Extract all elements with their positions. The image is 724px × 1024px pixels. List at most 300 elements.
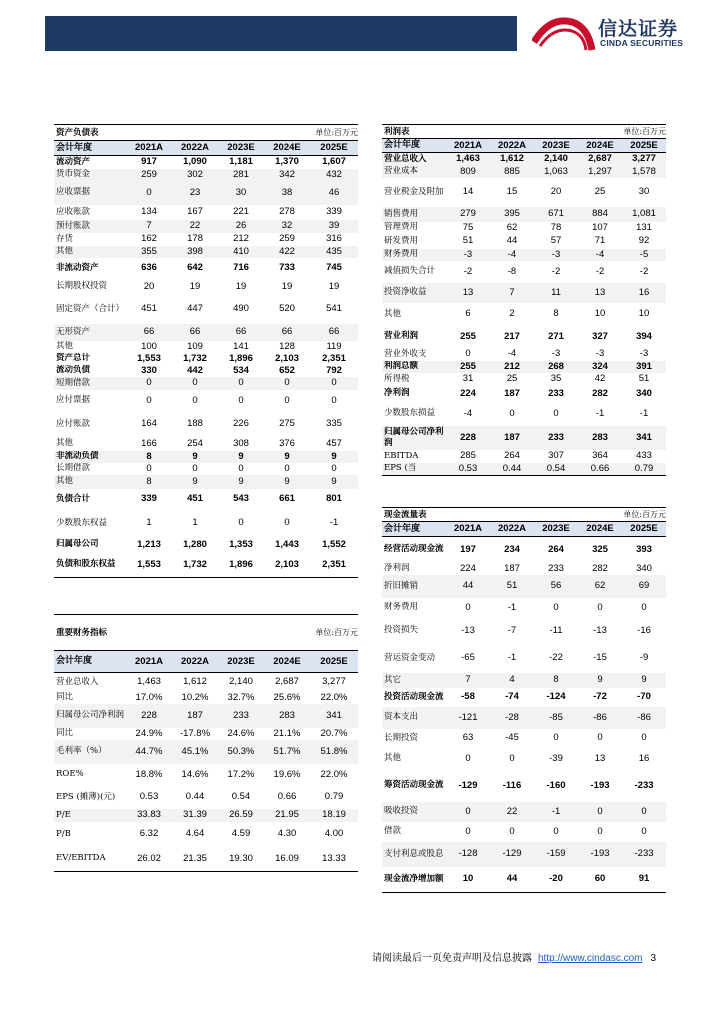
cell-value: 14: [462, 186, 474, 197]
cell-value: 226: [233, 418, 249, 429]
cell-value: 234: [504, 543, 520, 555]
cell-value: 2,103: [275, 352, 299, 364]
cell-value: 66: [264, 324, 310, 341]
cell-value: 0: [331, 462, 337, 474]
cell-value: -8: [507, 265, 517, 277]
row-label: 吸收投资: [382, 802, 446, 822]
row-label: P/B: [56, 828, 71, 839]
table-row: [382, 867, 666, 893]
table-row: [54, 847, 358, 872]
table-row: [54, 246, 358, 258]
cell-value: 13.33: [310, 847, 358, 872]
cell-value: 422: [264, 246, 310, 258]
cell-value: 25.6%: [273, 691, 301, 703]
cell-value: 342: [264, 169, 310, 181]
cell-value: 31: [462, 373, 474, 384]
table-row: [54, 365, 358, 377]
cell-value: 0: [238, 462, 244, 474]
column-header-label: 会计年度: [54, 651, 126, 673]
cell-value: 8: [126, 451, 172, 463]
cell-value: 801: [326, 493, 342, 504]
cell-value: 451: [187, 493, 203, 504]
balance-sheet-table: [54, 124, 358, 578]
table-row: [382, 261, 666, 283]
cell-value: 92: [638, 235, 650, 246]
row-label: 财务费用: [382, 249, 446, 261]
cell-value: 4.64: [185, 828, 205, 839]
cell-value: -159: [534, 842, 578, 867]
table-row: [382, 688, 666, 707]
cell-value: 282: [592, 562, 608, 574]
cell-value: -7: [507, 624, 517, 636]
cell-value: 457: [326, 437, 342, 449]
cell-value: -11: [549, 624, 563, 636]
cell-value: 281: [218, 169, 264, 181]
cell-value: 2,351: [310, 553, 358, 578]
cell-value: -20: [534, 867, 578, 893]
row-label: 非流动资产: [56, 262, 99, 273]
row-label: 财务费用: [384, 602, 419, 612]
cell-value: 917: [141, 156, 157, 168]
table-row: [382, 707, 666, 729]
row-label: 归属母公司: [56, 539, 99, 549]
cell-value: 447: [187, 303, 203, 314]
cell-value: 1: [192, 517, 198, 528]
cell-value: 0: [553, 601, 559, 613]
row-label: 应收票据: [54, 181, 126, 205]
footer: [372, 949, 656, 964]
table-row: [54, 809, 358, 822]
row-label: 流动资产: [56, 156, 91, 167]
cell-value: 0: [553, 825, 559, 837]
cell-value: 0: [641, 825, 647, 837]
cell-value: 16: [622, 283, 666, 303]
cell-value: -4: [507, 348, 517, 359]
logo-chinese-name: 信达证券: [598, 18, 679, 40]
table-row: [382, 537, 666, 563]
column-header-year: 2022A: [490, 522, 534, 537]
cell-value: 9: [172, 475, 218, 489]
cell-value: 671: [534, 207, 578, 222]
row-label: 其他: [56, 438, 74, 448]
cell-value: -2: [551, 265, 561, 277]
cell-value: 91: [622, 867, 666, 893]
cell-value: 0: [446, 802, 490, 822]
cell-value: 18.19: [310, 809, 358, 822]
cell-value: 51.7%: [264, 740, 310, 764]
cell-value: 56: [534, 575, 578, 598]
cell-value: 0: [126, 377, 172, 390]
table-row: [54, 412, 358, 437]
table-row: [54, 463, 358, 475]
table-unit: 单位:百万元: [264, 615, 358, 651]
cell-value: 167: [187, 206, 203, 217]
cell-value: 1,063: [534, 166, 578, 178]
cell-value: 3,277: [622, 153, 666, 166]
cell-value: 131: [636, 221, 652, 233]
cell-value: 259: [279, 233, 295, 244]
cell-value: 435: [310, 246, 358, 258]
row-label: EPS (摊薄)(元): [56, 791, 116, 802]
cell-value: 141: [233, 340, 249, 352]
cell-value: 19: [235, 280, 247, 292]
cell-value: 212: [233, 233, 249, 244]
table-row: [382, 348, 666, 361]
cell-value: -4: [578, 249, 622, 261]
cell-value: 109: [187, 340, 203, 352]
cell-value: 1,213: [137, 538, 161, 550]
row-label: 负债和股东权益: [54, 553, 126, 578]
cell-value: -13: [461, 624, 475, 636]
cell-value: 432: [310, 169, 358, 181]
cell-value: 0.66: [578, 463, 622, 476]
cell-value: -28: [490, 707, 534, 729]
cell-value: 2,103: [264, 553, 310, 578]
cell-value: 8: [126, 475, 172, 489]
cell-value: 50.3%: [218, 740, 264, 764]
cell-value: 212: [490, 361, 534, 373]
cell-value: -121: [446, 707, 490, 729]
footer-url-link[interactable]: http://www.cindasc.com: [538, 953, 643, 964]
cell-value: 10: [446, 867, 490, 893]
cell-value: 46: [310, 181, 358, 205]
cell-value: 14.6%: [181, 768, 209, 780]
cell-value: 228: [126, 704, 172, 728]
cell-value: 233: [548, 562, 564, 574]
row-label: 销售费用: [382, 207, 446, 222]
cell-value: 283: [264, 704, 310, 728]
table-row: [54, 233, 358, 246]
cell-value: 339: [141, 493, 157, 504]
cell-value: 1,280: [183, 538, 207, 550]
cell-value: 0: [509, 752, 515, 764]
row-label: 净利润: [384, 563, 410, 573]
row-label: 应收账款: [56, 206, 91, 217]
cell-value: 4.00: [324, 828, 344, 839]
cell-value: 224: [460, 387, 476, 399]
table-unit: 单位:百万元: [578, 508, 666, 522]
row-label: 长期投资: [384, 732, 419, 743]
cell-value: 66: [172, 324, 218, 341]
cell-value: 1,463: [137, 676, 161, 688]
row-label: 毛利率（%）: [54, 740, 126, 764]
row-label: 营业外收支: [384, 348, 427, 359]
cell-value: 0.54: [231, 791, 251, 802]
cell-value: -193: [590, 779, 610, 791]
table-row: [382, 748, 666, 770]
cell-value: 255: [460, 330, 476, 342]
row-label: 应付账款: [56, 418, 91, 429]
cell-value: 66: [126, 324, 172, 341]
cell-value: 652: [279, 364, 295, 376]
row-label: 经营活动现金流: [384, 544, 444, 555]
cell-value: 1,896: [229, 352, 253, 364]
cell-value: 20.7%: [320, 727, 348, 739]
table-row: [382, 575, 666, 598]
cell-value: -65: [461, 652, 475, 663]
cell-value: 534: [233, 364, 249, 376]
table-row: [54, 489, 358, 510]
cell-value: 62: [506, 221, 518, 233]
table-unit: 单位:百万元: [264, 125, 358, 141]
table-row: [54, 537, 358, 553]
table-header-row: [382, 522, 666, 537]
cell-value: 75: [462, 221, 474, 233]
table-row: [382, 234, 666, 249]
cell-value: -72: [593, 691, 607, 702]
cell-value: 25: [506, 373, 518, 384]
cell-value: -86: [622, 707, 666, 729]
cell-value: 1,612: [490, 153, 534, 166]
cell-value: -129: [490, 842, 534, 867]
footer-disclaimer: 请阅读最后一页免责声明及信息披露: [372, 953, 532, 964]
cell-value: 57: [550, 235, 562, 246]
column-header-year: 2024E: [264, 651, 310, 673]
table-row: [54, 553, 358, 578]
column-header-year: 2021A: [126, 141, 172, 156]
cell-value: 0.44: [490, 463, 534, 476]
cell-value: -45: [505, 732, 519, 743]
cell-value: 1,297: [578, 166, 622, 178]
cell-value: 188: [187, 418, 203, 429]
cell-value: 2,140: [229, 676, 253, 688]
cell-value: -16: [637, 624, 651, 636]
cell-value: -4: [463, 407, 473, 419]
cell-value: -193: [578, 842, 622, 867]
table-row: [54, 341, 358, 353]
column-header-label: 会计年度: [382, 139, 446, 153]
cell-value: -233: [622, 842, 666, 867]
cell-value: 1,732: [172, 553, 218, 578]
table-row: [54, 181, 358, 205]
table-row: [382, 402, 666, 426]
table-unit: 单位:百万元: [578, 125, 666, 139]
cell-value: 13: [578, 283, 622, 303]
cell-value: 9: [218, 451, 264, 463]
cell-value: 221: [233, 206, 249, 217]
row-label: 支付利息或股息: [382, 842, 446, 867]
table-row: [54, 728, 358, 740]
cell-value: 13: [446, 283, 490, 303]
cell-value: 35: [550, 373, 562, 384]
cell-value: 1,553: [137, 352, 161, 364]
table-row: [382, 222, 666, 234]
column-header-year: 2023E: [218, 651, 264, 673]
row-label: 长期借款: [56, 463, 91, 473]
table-header-row: [382, 139, 666, 153]
row-label: 投资活动现金流: [384, 691, 444, 702]
cell-value: 636: [141, 262, 157, 273]
cell-value: 22.0%: [320, 691, 348, 703]
column-header-year: 2022A: [490, 139, 534, 153]
row-label: 其他: [384, 753, 402, 763]
cell-value: 32.7%: [227, 691, 255, 703]
cell-value: 25: [594, 186, 606, 197]
table-row: [382, 802, 666, 822]
row-label: 归属母公司净利润: [54, 704, 126, 728]
cell-value: 271: [548, 330, 564, 342]
cell-value: 355: [126, 246, 172, 258]
row-label: 减值损失合计: [384, 266, 436, 276]
cell-value: 44: [490, 867, 534, 893]
cell-value: 22: [490, 802, 534, 822]
cell-value: 1,370: [275, 156, 299, 168]
table-row: [54, 822, 358, 847]
cell-value: 30: [218, 181, 264, 205]
cell-value: 0.53: [139, 791, 159, 802]
cell-value: 21.1%: [273, 727, 301, 739]
table-row: [382, 842, 666, 867]
column-header-label: 会计年度: [54, 141, 126, 156]
cell-value: 327: [592, 330, 608, 342]
cell-value: 42: [594, 373, 606, 384]
cell-value: -1: [329, 517, 339, 528]
cell-value: 278: [279, 206, 295, 217]
table-row: [382, 326, 666, 348]
cell-value: 451: [141, 303, 157, 314]
column-header-year: 2025E: [622, 139, 666, 153]
row-label: 负债合计: [56, 493, 91, 504]
cell-value: 0: [238, 517, 244, 528]
row-label: 研发费用: [384, 235, 419, 246]
cell-value: 268: [534, 361, 578, 373]
cell-value: 0: [126, 181, 172, 205]
table-row: [54, 353, 358, 365]
cell-value: 543: [233, 493, 249, 504]
row-label: 少数股东损益: [384, 408, 436, 418]
cell-value: 0: [238, 394, 244, 406]
cell-value: 1,552: [322, 538, 346, 550]
cell-value: 0: [578, 802, 622, 822]
cell-value: -124: [546, 691, 566, 702]
cell-value: 1,081: [622, 207, 666, 222]
row-label: 货币资金: [54, 169, 126, 181]
cell-value: 16: [638, 752, 650, 764]
table-row: [54, 377, 358, 390]
cell-value: -3: [639, 348, 649, 359]
cell-value: 0.79: [622, 463, 666, 476]
cell-value: 24.6%: [227, 727, 255, 739]
table-header-row: [54, 651, 358, 673]
cell-value: 0: [218, 377, 264, 390]
cell-value: 0: [192, 394, 198, 406]
row-label: 资产总计: [56, 353, 91, 363]
table-row: [54, 475, 358, 489]
cell-value: 30: [638, 186, 650, 197]
cell-value: 335: [326, 418, 342, 429]
cell-value: 520: [279, 303, 295, 314]
table-row: [382, 450, 666, 463]
cell-value: 1,896: [218, 553, 264, 578]
table-row: [382, 303, 666, 326]
cell-value: 217: [504, 330, 520, 342]
cell-value: 0: [284, 394, 290, 406]
column-header-year: 2021A: [126, 651, 172, 673]
cell-value: 398: [172, 246, 218, 258]
table-row: [382, 729, 666, 748]
table-row: [382, 386, 666, 402]
cell-value: -233: [634, 779, 654, 791]
cell-value: 283: [578, 426, 622, 450]
cell-value: 21.95: [264, 809, 310, 822]
cell-value: 0.53: [446, 463, 490, 476]
cell-value: 10: [638, 308, 650, 319]
column-header-year: 2025E: [622, 522, 666, 537]
cell-value: 7: [126, 220, 172, 233]
row-label: 其他: [56, 341, 74, 351]
cell-value: 410: [218, 246, 264, 258]
cell-value: 9: [264, 475, 310, 489]
cell-value: -3: [551, 348, 561, 359]
row-label: 营业总收入: [382, 153, 446, 166]
cell-value: 178: [187, 233, 203, 244]
cell-value: 33.83: [126, 809, 172, 822]
row-label: 同比: [56, 692, 74, 702]
cell-value: -85: [534, 707, 578, 729]
row-label: 非流动负债: [54, 451, 126, 463]
table-row: [382, 373, 666, 386]
row-label: 少数股东权益: [56, 517, 108, 528]
cell-value: 21.35: [172, 847, 218, 872]
cell-value: 10.2%: [181, 691, 209, 703]
cell-value: 187: [490, 426, 534, 450]
cell-value: 19: [189, 280, 201, 292]
table-title: 利润表: [382, 125, 578, 139]
column-header-year: 2021A: [446, 139, 490, 153]
table-row: [382, 153, 666, 166]
cinda-logo: [532, 12, 712, 52]
cell-value: 0: [146, 462, 152, 474]
cell-value: 325: [592, 543, 608, 555]
row-label: P/E: [54, 809, 126, 822]
header-banner: [45, 16, 517, 51]
cell-value: 0: [641, 732, 647, 743]
cell-value: 17.0%: [135, 691, 163, 703]
row-label: 所得税: [384, 373, 410, 384]
row-label: 利润总额: [382, 361, 446, 373]
row-label: ROE%: [56, 769, 84, 779]
cell-value: 22: [172, 220, 218, 233]
cell-value: 0.66: [277, 791, 297, 802]
cell-value: 0: [465, 825, 471, 837]
row-label: 营业利润: [384, 331, 419, 341]
cell-value: 6: [465, 308, 471, 319]
cell-value: 0: [509, 407, 515, 419]
cell-value: 19.6%: [273, 768, 301, 780]
row-label: 营运资金变动: [384, 652, 436, 663]
cell-value: 4: [490, 673, 534, 688]
cell-value: 71: [594, 235, 606, 246]
cell-value: 6.32: [139, 828, 159, 839]
cell-value: 0: [192, 462, 198, 474]
cell-value: 733: [279, 262, 295, 273]
cell-value: 24.9%: [135, 727, 163, 739]
cell-value: 308: [233, 437, 249, 449]
table-title: 现金流量表: [382, 508, 578, 522]
row-label: 长期股权投资: [56, 281, 108, 291]
cell-value: 264: [548, 543, 564, 555]
table-row: [54, 692, 358, 704]
cell-value: 0: [465, 752, 471, 764]
cell-value: 13: [594, 752, 606, 764]
cell-value: 0.54: [534, 463, 578, 476]
column-header-year: 2025E: [310, 141, 358, 156]
table-row: [382, 249, 666, 261]
cell-value: -3: [446, 249, 490, 261]
table-title: 重要财务指标: [54, 615, 264, 651]
cell-value: -86: [578, 707, 622, 729]
cell-value: 792: [326, 364, 342, 376]
